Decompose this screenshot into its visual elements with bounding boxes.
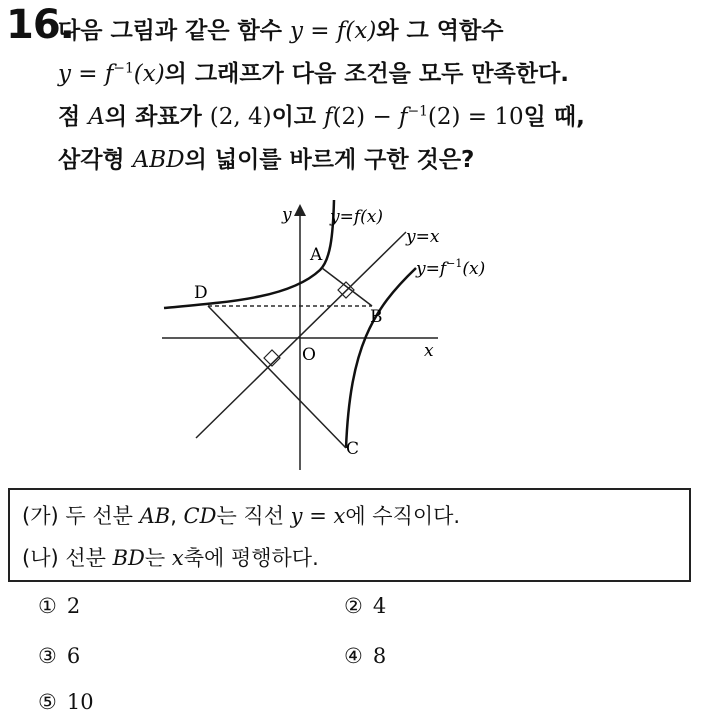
math-coordinate: (2, 4) xyxy=(209,104,272,130)
choice-5[interactable] xyxy=(38,690,94,714)
math-superscript: −1 xyxy=(407,103,428,120)
origin-label: O xyxy=(302,345,316,365)
label-f: y=f(x) xyxy=(330,207,383,227)
question-stem xyxy=(58,10,698,182)
segment-dc xyxy=(208,306,346,448)
math-y-eq-fx: y = f(x) xyxy=(290,18,377,44)
conditions-box xyxy=(8,488,691,582)
math-segment-ab: AB xyxy=(139,504,171,528)
y-axis-label: y xyxy=(282,205,292,225)
math-segment-cd: CD xyxy=(183,504,217,528)
point-a-label: A xyxy=(310,245,323,265)
math-y-eq-x: y = x xyxy=(290,504,346,528)
choice-1[interactable] xyxy=(38,594,80,618)
choice-marker: ④ xyxy=(344,644,363,668)
stem-text: 삼각형 xyxy=(58,147,133,173)
choice-value: 6 xyxy=(66,644,81,668)
point-c-label: C xyxy=(346,439,360,459)
math-superscript: −1 xyxy=(113,60,134,77)
math-arg: (2) xyxy=(332,104,366,130)
condition-text: , xyxy=(170,504,184,528)
choice-2[interactable] xyxy=(344,594,386,618)
stem-line-2 xyxy=(58,53,698,96)
choice-marker: ② xyxy=(344,594,363,618)
label-y-eq-x: y=x xyxy=(406,227,440,247)
condition-text: 축에 평행하다. xyxy=(183,546,319,570)
stem-text: 의 넓이를 바르게 구한 것은? xyxy=(184,147,475,173)
curve-f xyxy=(164,200,334,308)
point-d-label: D xyxy=(194,283,208,303)
line-y-eq-x xyxy=(196,232,406,438)
stem-text: 일 때, xyxy=(523,104,585,130)
math-x: x xyxy=(171,546,184,570)
choice-value: 4 xyxy=(372,594,387,618)
math-inverse-func: y = f xyxy=(58,61,114,87)
choice-4[interactable] xyxy=(344,644,386,668)
math-triangle-abd: ABD xyxy=(132,147,185,173)
x-axis-label: x xyxy=(424,341,434,361)
math-equals-10: (2) = 10 xyxy=(427,104,524,130)
condition-text: 는 직선 xyxy=(216,504,291,528)
condition-text: 두 선분 xyxy=(65,504,140,528)
choice-marker: ③ xyxy=(38,644,57,668)
math-f: f xyxy=(324,104,333,130)
math-minus-f: − f xyxy=(365,104,408,130)
choice-3[interactable] xyxy=(38,644,80,668)
condition-tag: (나) xyxy=(22,546,66,570)
condition-ga xyxy=(22,500,460,530)
label-f-inverse: $y=f^{-1}(x)$ xyxy=(416,257,486,279)
condition-text: 에 수직이다. xyxy=(345,504,461,528)
math-point-a: A xyxy=(88,104,105,130)
choice-value: 2 xyxy=(66,594,81,618)
condition-tag: (가) xyxy=(22,504,66,528)
stem-line-3 xyxy=(58,96,698,139)
stem-text: 점 xyxy=(58,104,89,130)
stem-text: 의 좌표가 xyxy=(104,104,210,130)
math-arg: (x) xyxy=(133,61,165,87)
choice-value: 10 xyxy=(66,690,94,714)
stem-text: 의 그래프가 다음 조건을 모두 만족한다. xyxy=(164,61,569,87)
math-segment-bd: BD xyxy=(112,546,145,570)
stem-text: 와 그 역함수 xyxy=(376,18,504,44)
choice-marker: ⑤ xyxy=(38,690,57,714)
condition-text: 선분 xyxy=(65,546,113,570)
function-graph-figure xyxy=(160,198,520,478)
condition-text: 는 xyxy=(144,546,172,570)
stem-text: 다음 그림과 같은 함수 xyxy=(58,18,290,44)
condition-na xyxy=(22,542,319,572)
question-number: 16. xyxy=(6,2,74,48)
stem-text: 이고 xyxy=(271,104,325,130)
choice-marker: ① xyxy=(38,594,57,618)
point-b-label: B xyxy=(370,307,383,327)
stem-line-1 xyxy=(58,10,698,53)
stem-line-4 xyxy=(58,139,698,182)
choice-value: 8 xyxy=(372,644,387,668)
